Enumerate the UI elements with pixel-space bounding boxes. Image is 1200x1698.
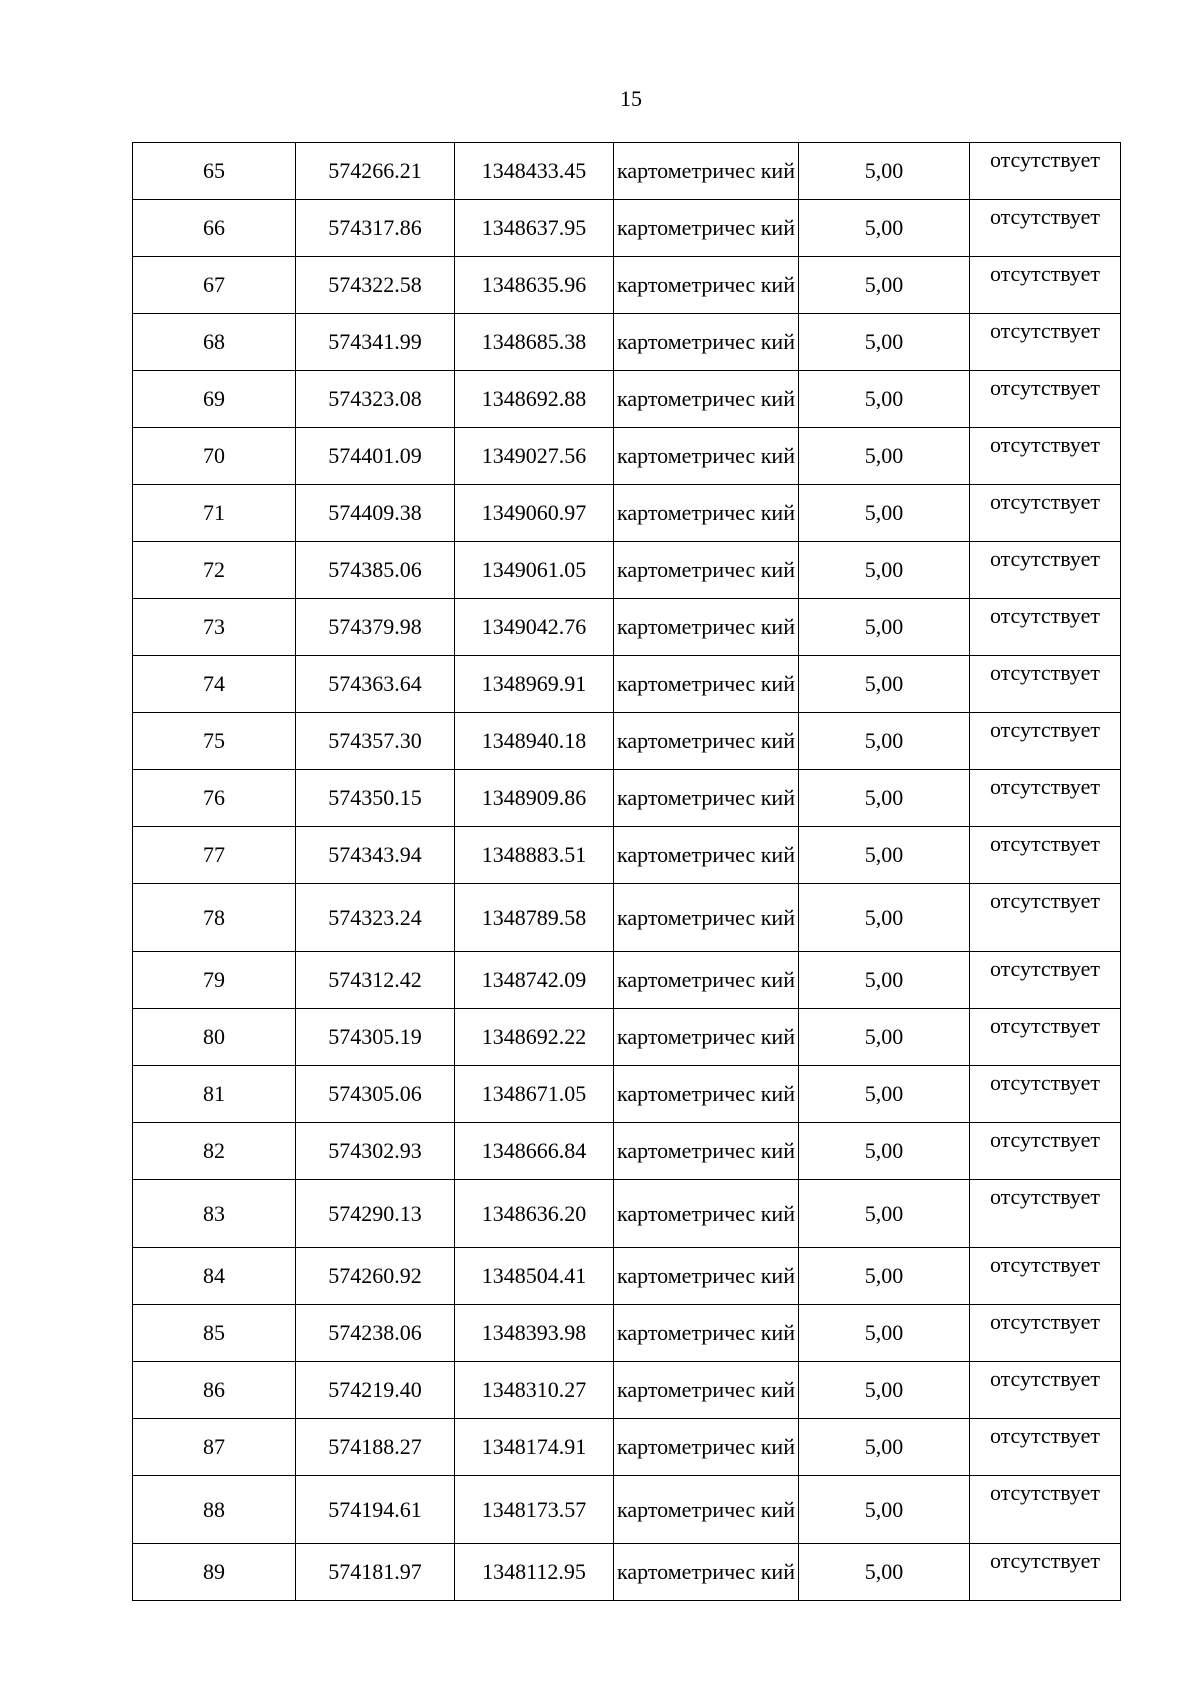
y-coordinate-cell: 1348393.98 xyxy=(455,1305,614,1362)
method-cell: картометричес кий xyxy=(614,143,799,200)
table-row xyxy=(133,1123,1121,1180)
x-coordinate-cell: 574266.21 xyxy=(296,143,455,200)
note-cell: отсутствует xyxy=(970,884,1121,952)
accuracy-cell: 5,00 xyxy=(799,200,970,257)
y-coordinate-cell: 1348504.41 xyxy=(455,1248,614,1305)
method-cell: картометричес кий xyxy=(614,1419,799,1476)
method-cell: картометричес кий xyxy=(614,1362,799,1419)
note-cell: отсутствует xyxy=(970,1066,1121,1123)
y-coordinate-cell: 1349027.56 xyxy=(455,428,614,485)
table-row xyxy=(133,314,1121,371)
point-number-cell: 82 xyxy=(133,1123,296,1180)
table-row xyxy=(133,770,1121,827)
x-coordinate-cell: 574290.13 xyxy=(296,1180,455,1248)
table-row xyxy=(133,1180,1121,1248)
point-number-cell: 74 xyxy=(133,656,296,713)
x-coordinate-cell: 574317.86 xyxy=(296,200,455,257)
point-number-cell: 80 xyxy=(133,1009,296,1066)
y-coordinate-cell: 1348635.96 xyxy=(455,257,614,314)
y-coordinate-cell: 1348692.22 xyxy=(455,1009,614,1066)
accuracy-cell: 5,00 xyxy=(799,713,970,770)
method-cell: картометричес кий xyxy=(614,200,799,257)
y-coordinate-cell: 1348685.38 xyxy=(455,314,614,371)
note-cell: отсутствует xyxy=(970,200,1121,257)
table-row xyxy=(133,1362,1121,1419)
method-cell: картометричес кий xyxy=(614,599,799,656)
point-number-cell: 72 xyxy=(133,542,296,599)
method-cell: картометричес кий xyxy=(614,1123,799,1180)
method-cell: картометричес кий xyxy=(614,1305,799,1362)
table-row xyxy=(133,257,1121,314)
table-row xyxy=(133,952,1121,1009)
note-cell: отсутствует xyxy=(970,371,1121,428)
table-row xyxy=(133,485,1121,542)
y-coordinate-cell: 1349060.97 xyxy=(455,485,614,542)
y-coordinate-cell: 1348883.51 xyxy=(455,827,614,884)
table-row xyxy=(133,1066,1121,1123)
note-cell: отсутствует xyxy=(970,1544,1121,1601)
y-coordinate-cell: 1349061.05 xyxy=(455,542,614,599)
point-number-cell: 88 xyxy=(133,1476,296,1544)
table-row xyxy=(133,1419,1121,1476)
x-coordinate-cell: 574409.38 xyxy=(296,485,455,542)
point-number-cell: 75 xyxy=(133,713,296,770)
table-row xyxy=(133,143,1121,200)
point-number-cell: 69 xyxy=(133,371,296,428)
point-number-cell: 71 xyxy=(133,485,296,542)
y-coordinate-cell: 1348789.58 xyxy=(455,884,614,952)
accuracy-cell: 5,00 xyxy=(799,1009,970,1066)
x-coordinate-cell: 574219.40 xyxy=(296,1362,455,1419)
table-row xyxy=(133,713,1121,770)
method-cell: картометричес кий xyxy=(614,1476,799,1544)
table-row xyxy=(133,1305,1121,1362)
method-cell: картометричес кий xyxy=(614,656,799,713)
method-cell: картометричес кий xyxy=(614,952,799,1009)
table-row xyxy=(133,371,1121,428)
note-cell: отсутствует xyxy=(970,1180,1121,1248)
table-row xyxy=(133,1009,1121,1066)
accuracy-cell: 5,00 xyxy=(799,770,970,827)
method-cell: картометричес кий xyxy=(614,713,799,770)
accuracy-cell: 5,00 xyxy=(799,599,970,656)
note-cell: отсутствует xyxy=(970,1362,1121,1419)
point-number-cell: 67 xyxy=(133,257,296,314)
y-coordinate-cell: 1348671.05 xyxy=(455,1066,614,1123)
point-number-cell: 68 xyxy=(133,314,296,371)
accuracy-cell: 5,00 xyxy=(799,1476,970,1544)
x-coordinate-cell: 574238.06 xyxy=(296,1305,455,1362)
note-cell: отсутствует xyxy=(970,952,1121,1009)
coordinates-table xyxy=(132,142,1121,1601)
accuracy-cell: 5,00 xyxy=(799,143,970,200)
point-number-cell: 76 xyxy=(133,770,296,827)
point-number-cell: 87 xyxy=(133,1419,296,1476)
x-coordinate-cell: 574260.92 xyxy=(296,1248,455,1305)
x-coordinate-cell: 574302.93 xyxy=(296,1123,455,1180)
accuracy-cell: 5,00 xyxy=(799,1419,970,1476)
y-coordinate-cell: 1348636.20 xyxy=(455,1180,614,1248)
method-cell: картометричес кий xyxy=(614,1009,799,1066)
y-coordinate-cell: 1348666.84 xyxy=(455,1123,614,1180)
y-coordinate-cell: 1348742.09 xyxy=(455,952,614,1009)
accuracy-cell: 5,00 xyxy=(799,257,970,314)
x-coordinate-cell: 574322.58 xyxy=(296,257,455,314)
note-cell: отсутствует xyxy=(970,599,1121,656)
y-coordinate-cell: 1348174.91 xyxy=(455,1419,614,1476)
y-coordinate-cell: 1348173.57 xyxy=(455,1476,614,1544)
table-row xyxy=(133,1544,1121,1601)
point-number-cell: 77 xyxy=(133,827,296,884)
table-row xyxy=(133,656,1121,713)
accuracy-cell: 5,00 xyxy=(799,1123,970,1180)
note-cell: отсутствует xyxy=(970,143,1121,200)
point-number-cell: 78 xyxy=(133,884,296,952)
method-cell: картометричес кий xyxy=(614,1248,799,1305)
x-coordinate-cell: 574385.06 xyxy=(296,542,455,599)
table-row xyxy=(133,827,1121,884)
method-cell: картометричес кий xyxy=(614,1544,799,1601)
y-coordinate-cell: 1348969.91 xyxy=(455,656,614,713)
x-coordinate-cell: 574305.19 xyxy=(296,1009,455,1066)
point-number-cell: 84 xyxy=(133,1248,296,1305)
x-coordinate-cell: 574379.98 xyxy=(296,599,455,656)
table-row xyxy=(133,884,1121,952)
y-coordinate-cell: 1348637.95 xyxy=(455,200,614,257)
x-coordinate-cell: 574401.09 xyxy=(296,428,455,485)
y-coordinate-cell: 1348433.45 xyxy=(455,143,614,200)
accuracy-cell: 5,00 xyxy=(799,1248,970,1305)
note-cell: отсутствует xyxy=(970,1419,1121,1476)
table-row xyxy=(133,200,1121,257)
note-cell: отсутствует xyxy=(970,1248,1121,1305)
accuracy-cell: 5,00 xyxy=(799,656,970,713)
point-number-cell: 66 xyxy=(133,200,296,257)
method-cell: картометричес кий xyxy=(614,827,799,884)
method-cell: картометричес кий xyxy=(614,1066,799,1123)
x-coordinate-cell: 574357.30 xyxy=(296,713,455,770)
accuracy-cell: 5,00 xyxy=(799,1305,970,1362)
accuracy-cell: 5,00 xyxy=(799,884,970,952)
x-coordinate-cell: 574350.15 xyxy=(296,770,455,827)
point-number-cell: 86 xyxy=(133,1362,296,1419)
accuracy-cell: 5,00 xyxy=(799,827,970,884)
method-cell: картометричес кий xyxy=(614,884,799,952)
accuracy-cell: 5,00 xyxy=(799,314,970,371)
table-row xyxy=(133,1248,1121,1305)
x-coordinate-cell: 574181.97 xyxy=(296,1544,455,1601)
x-coordinate-cell: 574305.06 xyxy=(296,1066,455,1123)
method-cell: картометричес кий xyxy=(614,314,799,371)
accuracy-cell: 5,00 xyxy=(799,485,970,542)
x-coordinate-cell: 574363.64 xyxy=(296,656,455,713)
x-coordinate-cell: 574323.24 xyxy=(296,884,455,952)
note-cell: отсутствует xyxy=(970,827,1121,884)
x-coordinate-cell: 574341.99 xyxy=(296,314,455,371)
y-coordinate-cell: 1349042.76 xyxy=(455,599,614,656)
method-cell: картометричес кий xyxy=(614,542,799,599)
accuracy-cell: 5,00 xyxy=(799,542,970,599)
x-coordinate-cell: 574188.27 xyxy=(296,1419,455,1476)
point-number-cell: 83 xyxy=(133,1180,296,1248)
point-number-cell: 79 xyxy=(133,952,296,1009)
y-coordinate-cell: 1348310.27 xyxy=(455,1362,614,1419)
x-coordinate-cell: 574312.42 xyxy=(296,952,455,1009)
note-cell: отсутствует xyxy=(970,1476,1121,1544)
note-cell: отсутствует xyxy=(970,1305,1121,1362)
accuracy-cell: 5,00 xyxy=(799,1362,970,1419)
x-coordinate-cell: 574194.61 xyxy=(296,1476,455,1544)
y-coordinate-cell: 1348940.18 xyxy=(455,713,614,770)
point-number-cell: 81 xyxy=(133,1066,296,1123)
note-cell: отсутствует xyxy=(970,770,1121,827)
table-row xyxy=(133,542,1121,599)
method-cell: картометричес кий xyxy=(614,257,799,314)
table-row xyxy=(133,1476,1121,1544)
note-cell: отсутствует xyxy=(970,542,1121,599)
accuracy-cell: 5,00 xyxy=(799,1066,970,1123)
y-coordinate-cell: 1348909.86 xyxy=(455,770,614,827)
accuracy-cell: 5,00 xyxy=(799,371,970,428)
point-number-cell: 73 xyxy=(133,599,296,656)
note-cell: отсутствует xyxy=(970,428,1121,485)
point-number-cell: 70 xyxy=(133,428,296,485)
method-cell: картометричес кий xyxy=(614,770,799,827)
point-number-cell: 85 xyxy=(133,1305,296,1362)
x-coordinate-cell: 574343.94 xyxy=(296,827,455,884)
coordinates-table-body xyxy=(133,143,1121,1601)
accuracy-cell: 5,00 xyxy=(799,428,970,485)
y-coordinate-cell: 1348692.88 xyxy=(455,371,614,428)
method-cell: картометричес кий xyxy=(614,428,799,485)
table-row xyxy=(133,428,1121,485)
accuracy-cell: 5,00 xyxy=(799,1180,970,1248)
note-cell: отсутствует xyxy=(970,314,1121,371)
method-cell: картометричес кий xyxy=(614,485,799,542)
note-cell: отсутствует xyxy=(970,1009,1121,1066)
table-row xyxy=(133,599,1121,656)
point-number-cell: 65 xyxy=(133,143,296,200)
method-cell: картометричес кий xyxy=(614,1180,799,1248)
note-cell: отсутствует xyxy=(970,713,1121,770)
method-cell: картометричес кий xyxy=(614,371,799,428)
note-cell: отсутствует xyxy=(970,257,1121,314)
note-cell: отсутствует xyxy=(970,656,1121,713)
y-coordinate-cell: 1348112.95 xyxy=(455,1544,614,1601)
point-number-cell: 89 xyxy=(133,1544,296,1601)
page-number: 15 xyxy=(620,86,642,111)
accuracy-cell: 5,00 xyxy=(799,952,970,1009)
x-coordinate-cell: 574323.08 xyxy=(296,371,455,428)
note-cell: отсутствует xyxy=(970,485,1121,542)
note-cell: отсутствует xyxy=(970,1123,1121,1180)
accuracy-cell: 5,00 xyxy=(799,1544,970,1601)
